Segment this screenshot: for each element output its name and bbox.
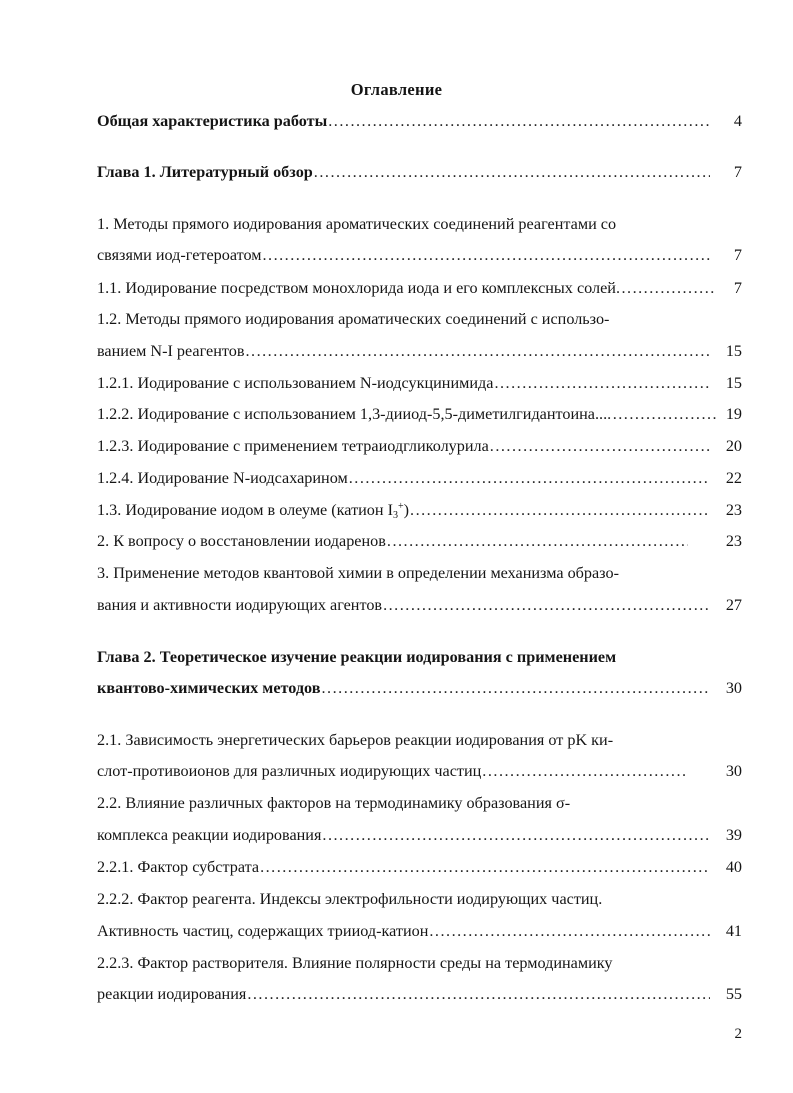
- dot-leader: [383, 596, 710, 615]
- dot-leader: [349, 469, 710, 488]
- dot-leader: [616, 279, 716, 298]
- page-title: Оглавление: [350, 80, 443, 99]
- toc-entry-label: комплекса реакции иодирования: [97, 826, 322, 844]
- toc-entry-label: связями иод-гетероатом: [97, 246, 262, 264]
- toc-entry-label: 2.2.1. Фактор субстрата: [97, 858, 260, 876]
- toc-entry-label: Общая характеристика работы: [97, 112, 328, 130]
- toc-entry-label: 1.2.4. Иодирование N-иодсахарином: [97, 469, 348, 487]
- dot-leader: [247, 985, 710, 1004]
- toc-entry-page: 15: [725, 342, 742, 360]
- toc-entry-page: 15: [725, 374, 742, 392]
- toc-entry-page: 39: [725, 826, 742, 844]
- toc-entry-page: 7: [733, 246, 742, 264]
- toc-entry-1-line1: 1. Методы прямого иодирования ароматических соединений реагентами со: [97, 215, 617, 233]
- toc-entry-1-1: [97, 279, 742, 298]
- dot-leader: [490, 437, 710, 456]
- subscript: 3: [393, 510, 398, 521]
- toc-entry-3: [97, 596, 742, 615]
- dot-leader: [607, 405, 716, 424]
- toc-entry-label: [97, 501, 409, 520]
- toc-entry-label: 1.2.1. Иодирование с использованием N-иодсукцинимида: [97, 374, 494, 392]
- dot-leader: [328, 112, 710, 131]
- toc-entry-label: ванием N-I реагентов: [97, 342, 245, 360]
- toc-entry-2-2-2-line1: 2.2.2. Фактор реагента. Индексы электрофильности иодирующих частиц.: [97, 890, 603, 908]
- toc-entry-2-2-3-line1: 2.2.3. Фактор растворителя. Влияние полярности среды на термодинамику: [97, 954, 613, 972]
- toc-entry-label: 1.1. Иодирование посредством монохлорида иода и его комплексных солей: [97, 279, 616, 297]
- toc-entry-page: 27: [725, 596, 742, 614]
- toc-entry-1-2: [97, 342, 742, 361]
- toc-entry-page: 30: [725, 762, 742, 780]
- toc-entry-label: 2. К вопросу о восстановлении иодаренов: [97, 532, 386, 550]
- toc-entry-2-2-1: [97, 858, 742, 877]
- toc-entry-3-line1: 3. Применение методов квантовой химии в определении механизма образо-: [97, 564, 619, 582]
- toc-entry-chapter-2-line1: Глава 2. Теоретическое изучение реакции иодирования с применением: [97, 648, 617, 666]
- dot-leader: [260, 858, 710, 877]
- toc-entry-2-1-line1: 2.1. Зависимость энергетических барьеров реакции иодирования от pK ки-: [97, 731, 614, 749]
- page-number: 2: [734, 1026, 742, 1042]
- toc-entry-label: вания и активности иодирующих агентов: [97, 596, 383, 614]
- dot-leader: [245, 342, 710, 361]
- toc-entry-page: 41: [725, 922, 742, 940]
- toc-entry-page: 19: [725, 405, 742, 423]
- toc-entry-1-2-2: [97, 405, 742, 424]
- toc-entry-1-2-1: [97, 374, 742, 393]
- dot-leader: [429, 922, 710, 941]
- toc-entry-page: 7: [733, 279, 742, 297]
- dot-leader: [410, 501, 710, 520]
- toc-entry-2-2-3: [97, 985, 742, 1004]
- superscript: +: [398, 501, 404, 512]
- dot-leader: [387, 532, 688, 551]
- toc-entry-label: слот-противоионов для различных иодирующих частиц: [97, 762, 482, 780]
- toc-entry-label: Активность частиц, содержащих трииод-катион: [97, 922, 429, 940]
- toc-entry-page: 4: [733, 112, 742, 130]
- toc-entry-1-2-4: [97, 469, 742, 488]
- label-text: 1.3. Иодирование иодом в олеуме (катион I: [97, 501, 393, 519]
- dot-leader: [262, 246, 710, 265]
- toc-entry-2-2-2: [97, 922, 742, 941]
- dot-leader: [482, 762, 688, 781]
- toc-entry-chapter-1: [97, 163, 742, 182]
- label-text: ): [403, 501, 410, 519]
- dot-leader: [322, 826, 710, 845]
- toc-entry-2-1: [97, 762, 742, 781]
- toc-entry-page: 23: [725, 501, 742, 519]
- toc-entry-page: 30: [725, 679, 742, 697]
- toc-entry-label: 1.2.3. Иодирование с применением тетраиодгликолурила: [97, 437, 489, 455]
- toc-entry-page: 7: [733, 163, 742, 181]
- toc-entry-label: квантово-химических методов: [97, 679, 321, 697]
- toc-entry-page: 40: [725, 858, 742, 876]
- dot-leader: [314, 163, 710, 182]
- toc-entry-general: [97, 112, 742, 131]
- dot-leader: [494, 374, 710, 393]
- toc-entry-2-2: [97, 826, 742, 845]
- toc-entry-1-3: [97, 501, 742, 520]
- toc-entry-1: [97, 246, 742, 265]
- toc-entry-2-2-line1: 2.2. Влияние различных факторов на термодинамику образования σ-: [97, 794, 571, 812]
- toc-entry-page: 20: [725, 437, 742, 455]
- toc-entry-label: реакции иодирования: [97, 985, 247, 1003]
- toc-entry-page: 23: [725, 532, 742, 550]
- toc-entry-1-2-3: [97, 437, 742, 456]
- dot-leader: [322, 679, 711, 698]
- toc-entry-chapter-2: [97, 679, 742, 698]
- toc-entry-page: 55: [725, 985, 742, 1003]
- toc-entry-label: 1.2.2. Иодирование с использованием 1,3-дииод-5,5-диметилгидантоина...: [97, 405, 608, 423]
- toc-entry-label: Глава 1. Литературный обзор: [97, 163, 313, 181]
- toc-entry-page: 22: [725, 469, 742, 487]
- toc-entry-1-2-line1: 1.2. Методы прямого иодирования ароматических соединений с использо-: [97, 310, 610, 328]
- toc-entry-2: [97, 532, 742, 551]
